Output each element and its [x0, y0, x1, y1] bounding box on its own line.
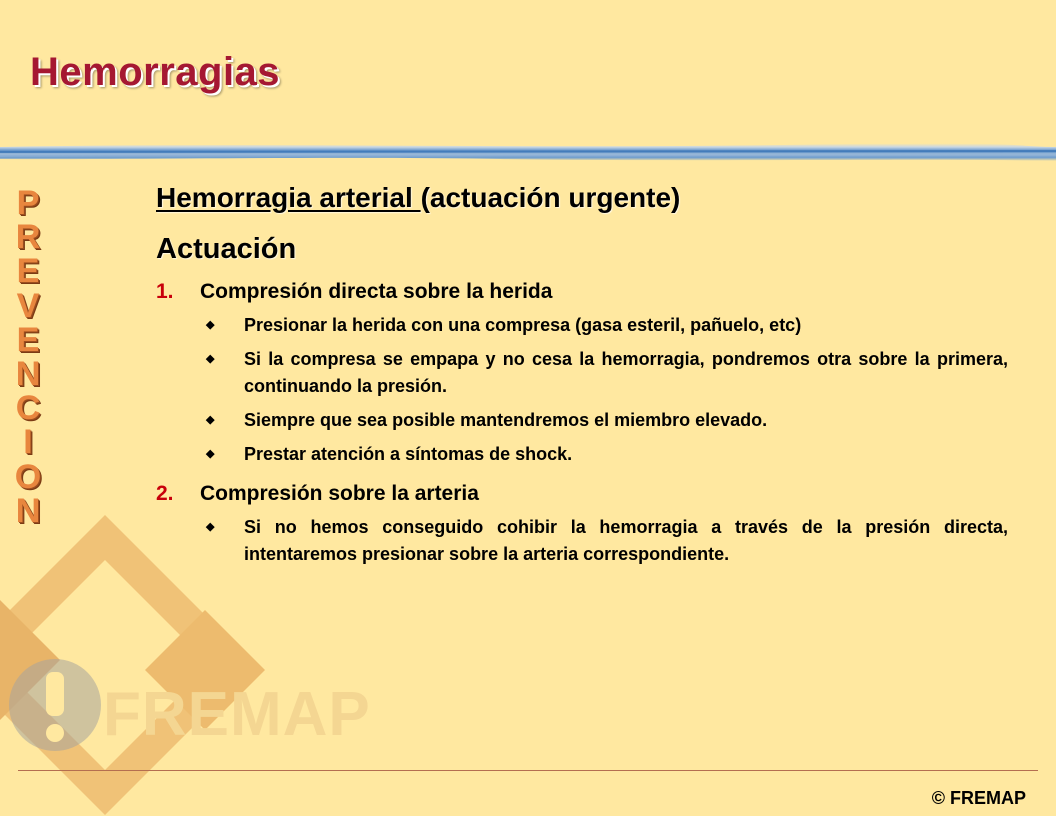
list-item [206, 514, 1008, 568]
side-letter: V [16, 286, 40, 325]
bullet-text: Presionar la herida con una compresa (gasa esteril, pañuelo, etc) [244, 315, 802, 335]
side-word-prevencion [8, 186, 48, 528]
side-letter: I [23, 423, 33, 462]
list-item [206, 346, 1008, 400]
subtitle-underlined: Hemorragia arterial [156, 182, 421, 213]
subtitle-rest: (actuación urgente) [420, 182, 681, 213]
step-1-bullets [156, 312, 1008, 468]
slide-title: Hemorragias [30, 50, 281, 94]
side-letter: R [15, 218, 41, 257]
diamond-bullet-icon: ◆ [206, 448, 215, 460]
side-letter: O [14, 457, 42, 496]
diamond-bullet-icon: ◆ [206, 319, 215, 331]
exclamation-icon [9, 659, 101, 751]
step-2 [156, 481, 1008, 507]
slide-content [156, 180, 1008, 568]
header-stripe [0, 143, 1056, 161]
step-label: Compresión directa sobre la herida [200, 280, 553, 303]
side-letter: E [16, 320, 40, 359]
step-label: Compresión sobre la arteria [200, 482, 479, 505]
side-letter: C [15, 389, 41, 428]
diamond-bullet-icon: ◆ [206, 521, 215, 533]
bullet-text: Si la compresa se empapa y no cesa la hemorragia, pondremos otra sobre la primera, continuando la presión. [244, 349, 1008, 396]
bullet-text: Siempre que sea posible mantendremos el miembro elevado. [244, 410, 768, 430]
step-2-bullets [156, 514, 1008, 568]
side-letter: N [15, 491, 41, 530]
section-heading: Actuación [156, 233, 297, 265]
diamond-bullet-icon: ◆ [206, 414, 215, 426]
copyright-text: © FREMAP [931, 788, 1026, 808]
diamond-bullet-icon: ◆ [206, 353, 215, 365]
step-number: 1. [156, 280, 174, 303]
bullet-text: Prestar atención a síntomas de shock. [244, 444, 573, 464]
footer-divider [18, 770, 1038, 771]
list-item [206, 441, 1008, 468]
watermark-logo: FREMAP [103, 680, 371, 749]
list-item [206, 407, 1008, 434]
step-number: 2. [156, 482, 174, 505]
bullet-text: Si no hemos conseguido cohibir la hemorragia a través de la presión directa, intentaremos presionar sobre la arteria correspondiente. [244, 517, 1008, 564]
side-letter: E [16, 252, 40, 291]
step-1 [156, 279, 1008, 305]
slide-subtitle [156, 180, 1008, 216]
side-letter: N [15, 355, 41, 394]
side-letter: P [16, 184, 40, 222]
list-item [206, 312, 1008, 339]
